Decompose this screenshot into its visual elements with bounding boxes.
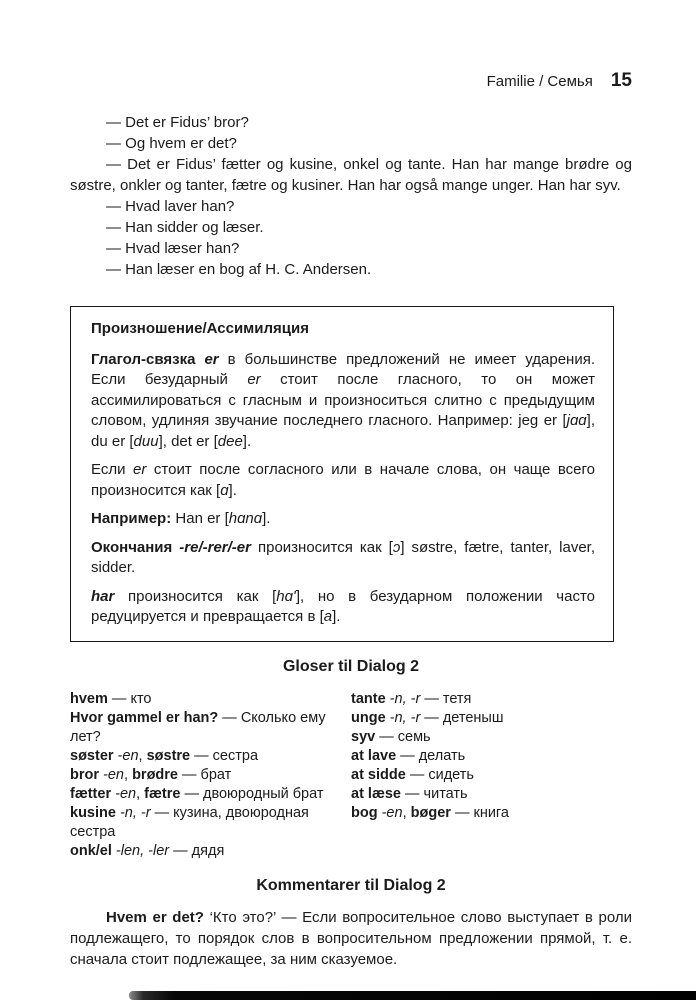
text-segment: Если xyxy=(91,461,134,478)
kommentarer-heading: Kommentarer til Dialog 2 xyxy=(256,876,446,894)
text-segment: , xyxy=(136,785,145,802)
text-segment: bror xyxy=(70,766,99,783)
text-segment: a xyxy=(323,608,333,625)
dialog-2 xyxy=(70,112,632,280)
text-segment: ‘Кто это?’ — Если вопросительное слово выступает в роли подлежащего, то порядок слов в вопросительном предложении прямой, т. е. сначала стоит подлежащее, за ним сказуемое. xyxy=(70,908,632,968)
text-segment: at lave xyxy=(351,747,397,764)
text-segment: søstre xyxy=(146,747,191,764)
text-segment: — двоюродный брат xyxy=(180,785,324,802)
dialog-line: — Det er Fidus’ bror? xyxy=(106,114,249,131)
text-segment: — книга xyxy=(450,804,509,821)
text-segment: -n, -r xyxy=(385,690,421,707)
pronunciation-paragraph xyxy=(91,350,595,453)
glossary-entry xyxy=(70,766,351,785)
text-segment: dee xyxy=(217,432,243,450)
text-segment: jɑɑ xyxy=(566,412,587,429)
text-segment: — читать xyxy=(400,785,468,802)
text-segment: -n, -r xyxy=(385,709,421,726)
text-segment: — сестра xyxy=(190,747,259,764)
pronunciation-paragraph xyxy=(91,509,595,530)
text-segment: Окончания xyxy=(91,538,180,556)
page-number: 15 xyxy=(610,70,632,91)
gloser-heading: Gloser til Dialog 2 xyxy=(282,657,420,675)
pronunciation-paragraph xyxy=(91,587,595,628)
text-segment: ]. xyxy=(262,510,271,527)
text-segment: hɑʹ xyxy=(276,587,296,605)
text-segment: — кто xyxy=(107,690,152,707)
text-segment: hɑnɑ xyxy=(228,510,263,527)
text-segment: — детеныш xyxy=(420,709,504,726)
glossary-left-column xyxy=(70,690,351,861)
text-segment: — сидеть xyxy=(405,766,474,783)
text-segment: fætter xyxy=(70,785,112,802)
text-segment: в большинстве предложений не имеет ударения. Если безударный xyxy=(91,350,595,388)
text-segment: -len, -ler xyxy=(111,842,170,859)
text-segment: er xyxy=(133,461,147,478)
text-segment: fætre xyxy=(144,785,181,802)
text-segment: at læse xyxy=(351,785,401,802)
text-segment: стоит после гласного, то он может ассимилироваться с гласным и произноситься слитно с предыдущим словом, удлиняя звучание последнего гласного. Например: jeg er [ xyxy=(91,371,595,429)
dialog-line: — Han sidder og læser. xyxy=(106,219,264,236)
text-segment: — делать xyxy=(396,747,466,764)
text-segment: er xyxy=(204,350,219,368)
text-segment: syv xyxy=(351,728,376,745)
text-segment: ] søstre, fætre, tanter, laver, sidder. xyxy=(91,538,595,576)
text-segment: duu xyxy=(133,432,159,450)
scan-edge-artifact xyxy=(129,991,696,1000)
text-segment: , xyxy=(402,804,411,821)
pronunciation-paragraph xyxy=(91,538,595,579)
text-segment: -en xyxy=(377,804,403,821)
text-segment: — дядя xyxy=(169,842,225,859)
pronunciation-box-title: Произношение/Ассимиляция xyxy=(91,320,309,337)
pronunciation-box xyxy=(70,306,614,642)
text-segment: unge xyxy=(351,709,386,726)
kommentarer-paragraph xyxy=(70,907,632,970)
text-segment: at sidde xyxy=(351,766,406,783)
glossary-entry xyxy=(351,766,632,785)
text-segment: — тетя xyxy=(420,690,472,707)
dialog-line: — Hvad laver han? xyxy=(106,198,235,215)
text-segment: ]. xyxy=(332,608,341,625)
glossary-entry xyxy=(70,690,351,709)
glossary-entry xyxy=(351,804,632,823)
text-segment: — семь xyxy=(375,728,431,745)
text-segment: , xyxy=(124,766,133,783)
page-header xyxy=(70,70,632,92)
section-title: Familie / Семья xyxy=(486,73,593,90)
text-segment: — брат xyxy=(177,766,232,783)
glossary-entry xyxy=(351,690,632,709)
text-segment: bøger xyxy=(410,804,451,821)
text-segment: onk/el xyxy=(70,842,112,859)
text-segment: søster xyxy=(70,747,114,764)
glossary-entry xyxy=(351,747,632,766)
text-segment: ], но в безударном положении часто редуцируется и превращается в [ xyxy=(91,587,596,625)
glossary-entry xyxy=(70,709,351,747)
text-segment: ], du er [ xyxy=(91,412,595,450)
text-segment: ]. xyxy=(228,481,237,499)
glossary-entry xyxy=(70,747,351,766)
text-segment: стоит после согласного или в начале слова, он чаще всего произносится как [ xyxy=(91,461,595,499)
text-segment: Например: xyxy=(91,510,176,527)
glossary-right-column xyxy=(351,690,632,861)
text-segment: -en xyxy=(113,747,139,764)
glossary-entry xyxy=(351,709,632,728)
text-segment: -en xyxy=(99,766,124,783)
pronunciation-paragraph xyxy=(91,460,595,501)
text-segment: er xyxy=(247,371,261,388)
text-segment: -re/-rer/-er xyxy=(179,538,251,556)
text-segment: brødre xyxy=(132,766,178,783)
text-segment: — кузина, двоюродная сестра xyxy=(70,804,309,840)
text-segment: ɔ xyxy=(392,538,401,556)
text-segment: ɑ xyxy=(220,481,229,499)
text-segment: har xyxy=(91,587,115,605)
text-segment: , xyxy=(138,747,147,764)
text-segment: — Сколько ему лет? xyxy=(70,709,326,745)
dialog-line: — Og hvem er det? xyxy=(106,135,237,152)
text-segment: -en xyxy=(111,785,137,802)
dialog-line: — Det er Fidus’ fætter og kusine, onkel og tante. Han har mange brødre og søstre, onkler og tanter, fætre og kusiner. Han har også mange unger. Han har syv. xyxy=(70,156,632,194)
text-segment: bog xyxy=(351,804,378,821)
text-segment: Hvor gammel er han? xyxy=(70,709,219,726)
dialog-line: — Han læser en bog af H. C. Andersen. xyxy=(106,261,372,278)
text-segment: произносится как [ xyxy=(250,538,393,556)
text-segment: Hvem er det? xyxy=(106,908,204,926)
glossary-entry xyxy=(351,728,632,747)
text-segment: Han er [ xyxy=(175,510,229,527)
glossary-entry xyxy=(351,785,632,804)
glossary xyxy=(70,690,632,861)
glossary-entry xyxy=(70,785,351,804)
text-segment: ]. xyxy=(242,432,252,450)
text-segment: произносится как [ xyxy=(114,587,277,605)
text-segment: -n, -r xyxy=(115,804,151,821)
glossary-entry xyxy=(70,842,351,861)
dialog-line: — Hvad læser han? xyxy=(106,240,240,257)
text-segment: hvem xyxy=(70,690,108,707)
text-segment: Глагол-связка xyxy=(91,350,205,368)
text-segment: kusine xyxy=(70,804,116,821)
glossary-entry xyxy=(70,804,351,842)
text-segment: tante xyxy=(351,690,386,707)
text-segment: ], det er [ xyxy=(158,432,218,450)
